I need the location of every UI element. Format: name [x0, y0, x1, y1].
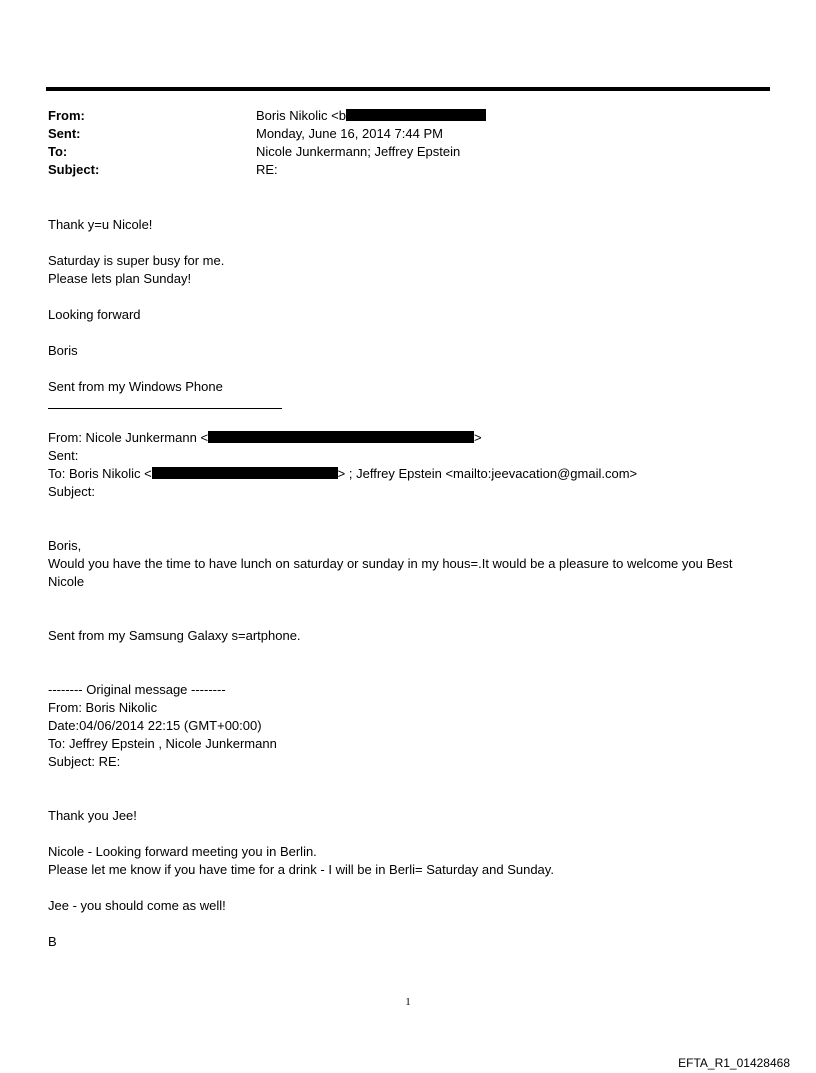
from-label: From: — [48, 108, 85, 123]
original-line: Jee - you should come as well! — [48, 898, 226, 913]
subject-row — [48, 161, 748, 179]
to-row — [48, 143, 748, 161]
from-row — [48, 107, 748, 125]
quoted-message: Would you have the time to have lunch on saturday or sunday in my hous=.It would be a pleasure to welcome you Best Nicole — [48, 556, 733, 589]
quoted-from-text: From: Nicole Junkermann < — [48, 430, 209, 445]
quoted-to — [48, 465, 772, 483]
from-value — [256, 107, 748, 125]
original-date: Date:04/06/2014 22:15 (GMT+00:00) — [48, 718, 262, 733]
page-number: 1 — [405, 996, 411, 1008]
reply-line: Looking forward — [48, 307, 141, 322]
redaction-block — [152, 467, 338, 479]
reply-name: Boris — [48, 343, 78, 358]
original-line: Please let me know if you have time for a drink - I will be in Berli= Saturday and Sunday. — [48, 862, 554, 877]
quoted-to-end: > ; Jeffrey Epstein <mailto:jeevacation@gmail.com> — [337, 466, 638, 481]
original-subject: Subject: RE: — [48, 754, 121, 769]
email-header — [48, 107, 748, 179]
document-id: EFTA_R1_01428468 — [678, 1056, 790, 1070]
to-label: To: — [48, 144, 68, 159]
original-to: To: Jeffrey Epstein , Nicole Junkermann — [48, 736, 277, 751]
quoted-sent: Sent: — [48, 448, 79, 463]
quoted-greeting: Boris, — [48, 538, 82, 553]
sent-row — [48, 125, 748, 143]
from-sender: Boris Nikolic <b — [256, 108, 346, 123]
reply-signature: Sent from my Windows Phone — [48, 379, 223, 394]
sent-label: Sent: — [48, 126, 81, 141]
redaction-block — [346, 109, 486, 121]
reply-greeting: Thank y=u Nicole! — [48, 217, 153, 232]
subject-label: Subject: — [48, 162, 100, 177]
original-message-separator: -------- Original message -------- — [48, 682, 226, 697]
original-from: From: Boris Nikolic — [48, 700, 158, 715]
subject-value: RE: — [256, 162, 278, 177]
to-value: Nicole Junkermann; Jeffrey Epstein — [256, 144, 461, 159]
original-initial: B — [48, 934, 57, 949]
sent-value: Monday, June 16, 2014 7:44 PM — [256, 126, 443, 141]
email-body — [48, 216, 772, 951]
quoted-signature: Sent from my Samsung Galaxy s=artphone. — [48, 628, 301, 643]
reply-line: Please lets plan Sunday! — [48, 271, 192, 286]
quoted-from — [48, 429, 772, 447]
quoted-from-end: > — [474, 430, 482, 445]
reply-line: Saturday is super busy for me. — [48, 253, 225, 268]
quoted-subject: Subject: — [48, 484, 95, 499]
quoted-to-text: To: Boris Nikolic < — [48, 466, 152, 481]
redaction-block — [208, 431, 474, 443]
header-rule — [46, 87, 770, 91]
original-greeting: Thank you Jee! — [48, 808, 137, 823]
original-line: Nicole - Looking forward meeting you in Berlin. — [48, 844, 317, 859]
